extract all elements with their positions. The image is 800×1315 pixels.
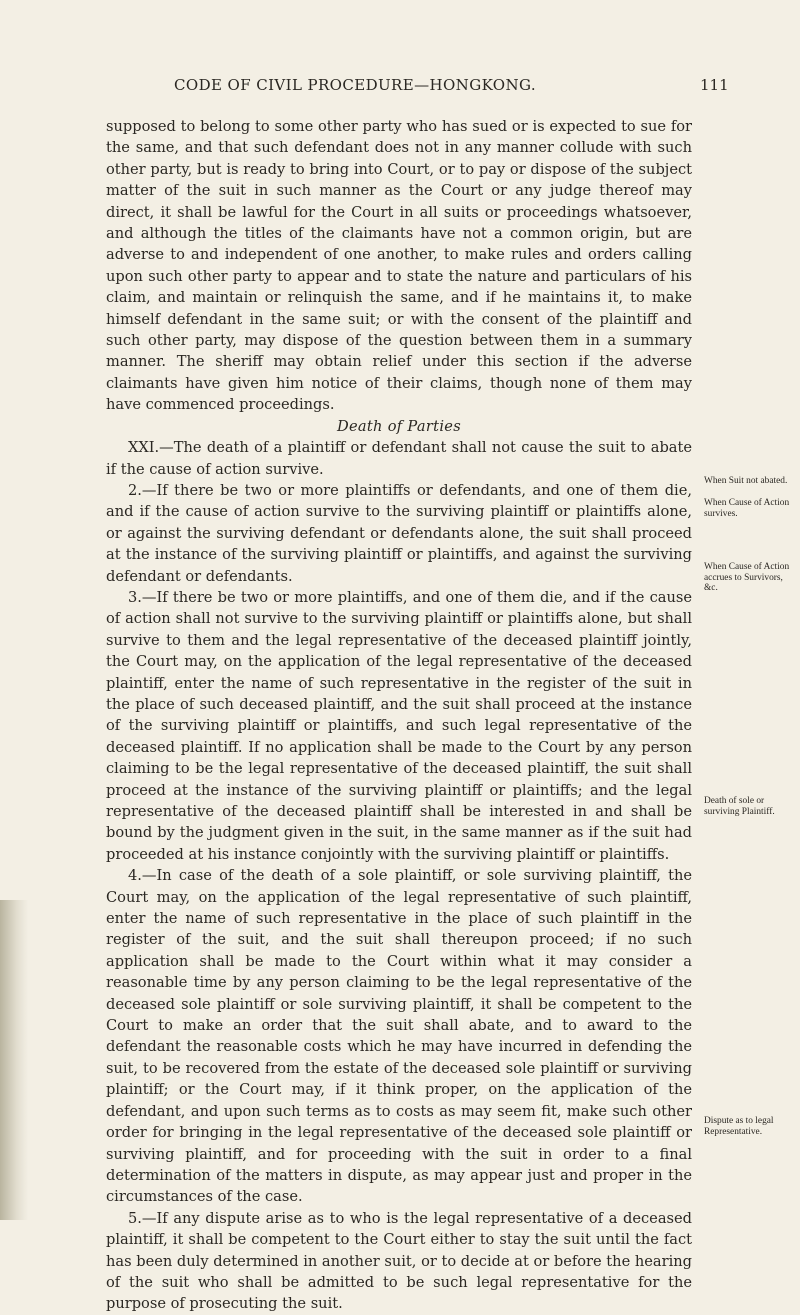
page-edge-shadow: [0, 900, 28, 1220]
paragraph-2: 2.—If there be two or more plaintiffs or defendants, and one of them die, and if the cause of action survive to the surviving plaintiff or plaintiffs alone, or against the surviving defendant or defendants alone, the suit shall proceed at the instance of the surviving plaintiff or plaintiffs, and against the surviving defendant or defendants.: [106, 481, 692, 585]
paragraph-continuation: supposed to belong to some other party who has sued or is expected to sue for the same, and that such defendant does not in any manner collude with such other party, but is ready to bring into Court, or to pay or dispose of the subject matter of the suit in such manner as the Court or any judge thereof may direct, it shall be lawful for the Court in all suits or proceedings whatsoever, and although the titles of the claimants have not a common origin, but are adverse to and independent of one another, to make rules and orders calling upon such other party to appear and to state the nature and particulars of his claim, and maintain or relinquish the same, and if he maintains it, to make himself defendant in the same suit; or with the consent of the plaintiff and such other party, may dispose of the question between them in a summary manner. The sheriff may obtain relief under this section if the adverse claimants have given him notice of their claims, though none of them may have commenced proceedings.: [106, 118, 692, 414]
running-title: CODE OF CIVIL PROCEDURE—HONGKONG.: [174, 76, 537, 94]
margin-note-sole-plaintiff: Death of sole or surviving Plaintiff.: [704, 796, 775, 817]
page-header: [0, 76, 800, 100]
page-number: 111: [700, 76, 729, 94]
section-heading: Death of Parties: [336, 417, 462, 435]
margin-note-suit-not-abated: When Suit not abated.: [704, 476, 788, 486]
paragraph-5: 5.—If any dispute arise as to who is the legal representative of a deceased plaintiff, it shall be competent to the Court either to stay the suit until the fact has been duly determined in another suit, or to decide at or before the hearing of the suit who shall be admitted to be such legal representative for the purpose of prosecuting the suit.: [106, 1209, 692, 1313]
paragraph-4: 4.—In case of the death of a sole plaintiff, or sole surviving plaintiff, the Court may, on the application of the legal representative of such plaintiff, enter the name of such representative in the place of such plaintiff in the register of the suit, and the suit shall thereupon proceed; if no such application shall be made to the Court within what it may consider a reasonable time by any person claiming to be the legal representative of the deceased sole plaintiff or sole surviving plaintiff, it shall be competent to the Court to make an order that the suit shall abate, and to award to the defendant the reasonable costs which he may have incurred in defending the suit, to be recovered from the estate of the deceased sole plaintiff or surviving plaintiff; or the Court may, if it think proper, on the application of the defendant, and upon such terms as to costs as may seem fit, make such other order for bringing in the legal representative of the deceased sole plaintiff or surviving plaintiff, and for proceeding with the suit in order to a final determination of the matters in dispute, as may appear just and proper in the circumstances of the case.: [106, 867, 692, 1206]
paragraph-3: 3.—If there be two or more plaintiffs, and one of them die, and if the cause of action shall not survive to the surviving plaintiff or plaintiffs alone, but shall survive to them and the legal representative of the deceased plaintiff jointly, the Court may, on the application of the legal representative of the deceased plaintiff, enter the name of such representative in the register of the suit in the place of such deceased plaintiff, and the suit shall proceed at the instance of the surviving plaintiff or plaintiffs, and such legal representative of the deceased plaintiff. If no application shall be made to the Court by any person claiming to be the legal representative of the deceased plaintiff, the suit shall proceed at the instance of the surviving plaintiff or plaintiffs; and the legal representative of the deceased plaintiff shall be interested in and shall be bound by the judgment given in the suit, in the same manner as if the suit had proceeded at his instance conjointly with the surviving plaintiff or plaintiffs.: [106, 588, 692, 863]
paragraph-section-xxi: XXI.—The death of a plaintiff or defendant shall not cause the suit to abate if the cause of action survive.: [106, 439, 692, 478]
margin-note-legal-representative: Dispute as to legal Representative.: [704, 1116, 774, 1137]
margin-note-cause-survives: When Cause of Action survives.: [704, 498, 790, 519]
body-text: [106, 116, 692, 1315]
margin-note-accrues-to-survivors: When Cause of Action accrues to Survivors, &c.: [704, 562, 790, 594]
